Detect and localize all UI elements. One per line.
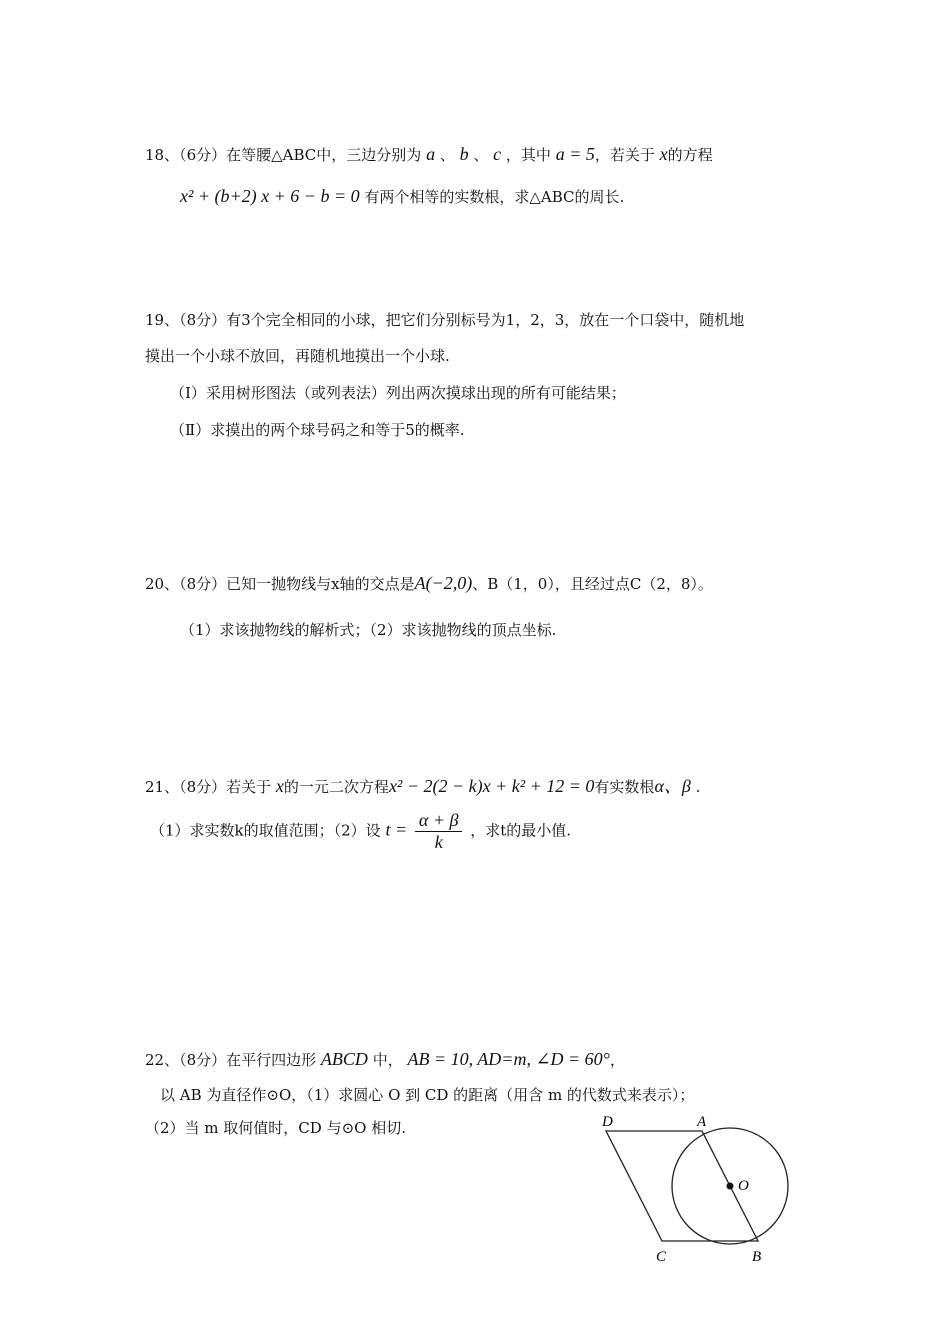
q20-line1-start: 20、（8分）已知一抛物线与x轴的交点是 xyxy=(145,575,415,593)
q22-conditions: AB = 10, AD=m, ∠D = 60° xyxy=(407,1049,610,1069)
parallelogram-abcd xyxy=(606,1131,758,1241)
q20-line1 xyxy=(145,573,713,594)
parallelogram-circle-figure xyxy=(590,1115,800,1270)
q18-line1-end: ，若关于 xyxy=(594,146,655,164)
q21-line2 xyxy=(150,810,571,853)
q18-line2-end: 有两个相等的实数根，求△ABC的周长. xyxy=(364,188,625,206)
q20-point-a: A(−2,0) xyxy=(414,573,473,593)
q21-fraction xyxy=(415,810,463,853)
q21-line1: 21、（8分）若关于 x的一元二次方程x² − 2(2 − k)x + k² + 12 = 0有实数根α、β . xyxy=(145,776,701,796)
q19-part1: （Ⅰ）采用树形图法（或列表法）列出两次摸球出现的所有可能结果； xyxy=(170,384,626,402)
var-b: b xyxy=(459,144,469,164)
q21-line1-mid: 的一元二次方程 xyxy=(283,778,389,796)
q22-abcd: ABCD xyxy=(320,1049,368,1069)
q18-label: 18、（6分）在等腰△ABC中，三边分别为 xyxy=(145,146,422,164)
q21-roots: α、β xyxy=(654,776,691,796)
label-d: D xyxy=(602,1115,613,1130)
label-o: O xyxy=(738,1178,749,1194)
q21-line1-end: 有实数根 xyxy=(594,778,655,796)
q21-line2-end: ，求t的最小值. xyxy=(470,821,572,840)
q18-line2 xyxy=(180,186,624,207)
q22-line2: 以 AB 为直径作⊙O，（1）求圆心 O 到 CD 的距离（用含 m 的代数式来表示）； xyxy=(160,1086,695,1104)
q19-part2: （Ⅱ）求摸出的两个球号码之和等于5的概率. xyxy=(170,421,465,439)
q19-line2: 摸出一个小球不放回，再随机地摸出一个小球. xyxy=(145,347,450,365)
q18-line1-tail: 的方程 xyxy=(667,146,713,164)
q21-equation: x² − 2(2 − k)x + k² + 12 = 0 xyxy=(388,776,595,796)
var-c: c xyxy=(493,144,502,164)
label-a: A xyxy=(697,1115,707,1130)
q21-var-x: x xyxy=(275,776,284,796)
var-a: a xyxy=(426,144,436,164)
q18-equation: x² + (b+2) x + 6 − b = 0 xyxy=(180,186,360,206)
q20-line1-end: 、B（1，0），且经过点C（2，8）。 xyxy=(472,575,713,593)
q22-line3: （2）当 m 取何值时，CD 与⊙O 相切. xyxy=(145,1119,406,1137)
label-b: B xyxy=(752,1249,762,1265)
q22-line1-mid: 中， xyxy=(372,1051,403,1069)
a-equals-5: a = 5 xyxy=(555,144,595,164)
label-c: C xyxy=(656,1249,667,1265)
q18-line1: 18、（6分）在等腰△ABC中，三边分别为 a 、 b 、 c ，其中 a = 5，若关于 x的方程 xyxy=(145,144,713,164)
q22-line1-start: 22、（8分）在平行四边形 xyxy=(145,1051,317,1069)
q21-frac-num: α + β xyxy=(415,810,463,832)
center-point-o xyxy=(727,1183,734,1190)
q21-frac-den: k xyxy=(434,832,443,852)
q20-line2: （1）求该抛物线的解析式；（2）求该抛物线的顶点坐标. xyxy=(180,621,557,639)
q21-line2-start: （1）求实数k的取值范围；（2）设 xyxy=(150,821,381,840)
q21-line1-start: 21、（8分）若关于 xyxy=(145,778,272,796)
q19-line1: 19、（8分）有3个完全相同的小球，把它们分别标号为1，2，3，放在一个口袋中，随机地 xyxy=(145,311,745,329)
q22-line1 xyxy=(145,1049,625,1070)
var-x: x xyxy=(659,144,668,164)
q22-line1-end: ， xyxy=(609,1051,625,1069)
q21-t-eq: t = xyxy=(385,819,408,840)
